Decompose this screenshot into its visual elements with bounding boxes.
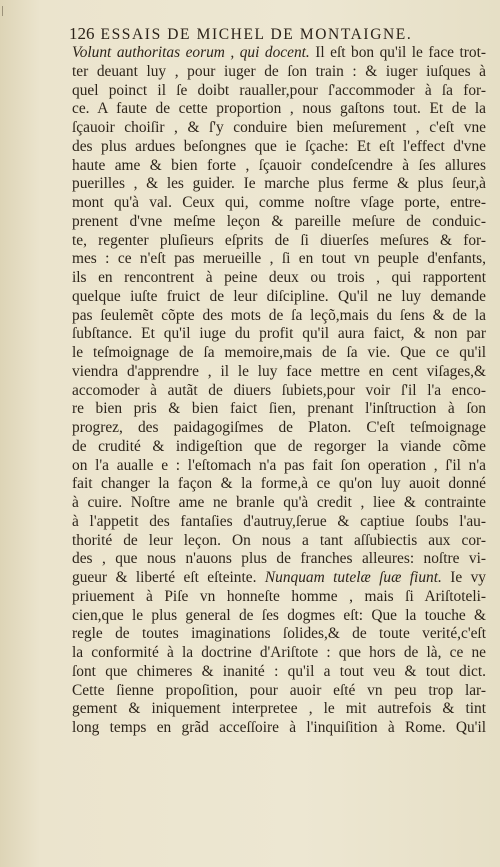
text-line <box>72 100 486 119</box>
text-segment: des , que nous n'auons plus de franches alleures: noſtre vi- <box>72 550 486 568</box>
text-segment: viendra d'apprendre , il le luy face mettre en cent viſages,& <box>72 362 486 380</box>
running-head <box>69 24 412 44</box>
text-line <box>72 569 486 588</box>
text-line <box>72 363 486 382</box>
text-line <box>72 625 486 644</box>
latin-quotation: Nunquam tutelæ ſuæ fiunt. <box>264 569 442 586</box>
text-line <box>72 475 486 494</box>
text-line <box>72 119 486 138</box>
text-segment: à cuire. Noſtre ame ne branle qu'à credit , liee & contrainte <box>72 494 486 511</box>
text-line <box>72 232 486 251</box>
text-segment: gueur & liberté eſt eſteinte. <box>72 569 265 586</box>
text-segment: ſont que chimeres & inanité : qu'il a tout veu & tout dict. <box>72 662 486 680</box>
text-line <box>72 307 486 326</box>
text-line <box>72 438 486 457</box>
text-segment: thorité de leur leçon. On nous a tant aſſubiectis aux cor- <box>72 531 486 549</box>
text-line <box>72 607 486 626</box>
text-line <box>72 700 486 719</box>
text-segment: on l'a aualle e : l'eſtomach n'a pas fait ſon operation , ſ'il n'a <box>72 456 486 474</box>
text-line <box>72 494 486 513</box>
text-line <box>72 663 486 682</box>
text-line <box>72 344 486 363</box>
text-segment: Cette ſienne propoſition, pour auoir eſté vn peu trop lar- <box>72 681 486 699</box>
text-segment: gement & iniquement interpretee , le mit autrefois & tint <box>72 700 486 718</box>
text-segment: puerilles , & les guider. Ie marche plus ferme & plus ſeur,à <box>72 175 486 193</box>
text-segment: la conformité à la doctrine d'Ariſtote : que hors de là, ce ne <box>72 644 486 661</box>
text-line <box>72 382 486 401</box>
text-line <box>72 288 486 307</box>
text-segment: prenent d'vne meſme leçon & pareille meſure de conduic- <box>72 212 486 230</box>
text-segment: priuement à Piſe vn honneſte homme , mais ſi Ariſtoteli- <box>72 587 486 605</box>
text-line <box>72 588 486 607</box>
text-segment: cien,que le plus general de ſes dogmes eſt: Que la touche & <box>72 606 486 624</box>
text-segment: regle de toutes imaginations ſolides,& de toute verité,c'eſt <box>72 625 486 643</box>
text-line <box>72 644 486 663</box>
text-segment: long temps en grãd acceſſoire à l'inquiſition à Rome. Qu'il <box>72 719 486 736</box>
page-number: 126 <box>69 24 95 43</box>
text-line <box>72 419 486 438</box>
text-line <box>72 269 486 288</box>
text-segment: re bien pris & bien faict ſien, prenant l'inſtruction à ſon <box>72 400 486 418</box>
running-title: ESSAIS DE MICHEL DE MONTAIGNE. <box>100 26 413 43</box>
text-line <box>72 532 486 551</box>
text-segment: de crudité & indigeſtion que de regorger la viande cõme <box>72 437 486 455</box>
text-line <box>72 213 486 232</box>
text-line <box>72 513 486 532</box>
text-segment: accomoder à autãt de diuers ſubiets,pour voir ſ'il l'a enco- <box>72 381 486 399</box>
text-segment: le teſmoignage de ſa memoire,mais de ſa vie. Que ce qu'il <box>72 344 486 361</box>
text-line <box>72 44 486 63</box>
text-line <box>72 682 486 701</box>
text-segment: ce. A faute de cette proportion , nous gaſtons tout. Et de la <box>72 100 486 118</box>
text-segment: ſubſtance. Et qu'il iuge du profit qu'il aura faict, & non par <box>72 325 486 343</box>
text-segment: pas ſeulemẽt cõpte des mots de ſa leçõ,mais du ſens & de la <box>72 306 486 324</box>
text-line <box>72 457 486 476</box>
text-line <box>72 250 486 269</box>
text-segment: quelque iuſte fruict de leur diſcipline. Qu'il ne luy demande <box>72 287 486 305</box>
body-text <box>72 44 486 738</box>
text-line <box>72 550 486 569</box>
text-segment: progrez, des paidagogiſmes de Platon. C'eſt teſmoignage <box>72 419 486 436</box>
text-segment: à l'appetit des fantaſies d'autruy,ſerue & captiue ſoubs l'au- <box>72 512 486 530</box>
text-segment: mes : ce n'eſt pas merueille , ſi en tout vn peuple d'enfants, <box>72 250 486 268</box>
margin-mark <box>2 6 3 16</box>
text-line <box>72 400 486 419</box>
text-line <box>72 325 486 344</box>
text-line <box>72 138 486 157</box>
latin-quotation: Volunt authoritas eorum , qui docent. <box>72 44 310 61</box>
text-line <box>72 719 486 738</box>
text-segment: Il eſt bon qu'il le face trot- <box>309 44 486 61</box>
text-line <box>72 82 486 101</box>
text-segment: ſçauoir choiſir , & ſ'y conduire bien meſurement , c'eſt vne <box>72 119 486 136</box>
text-line <box>72 194 486 213</box>
text-segment: te, regenter pluſieurs eſprits de ſi diuerſes meſures & for- <box>72 231 486 249</box>
text-segment: fait changer la façon & la forme,à ce qu'on luy auoit donné <box>72 475 486 493</box>
text-line <box>72 157 486 176</box>
text-segment: quel poinct il ſe doibt raualler,pour ſ'accommoder à ſa for- <box>72 81 486 99</box>
text-segment: mont qu'à val. Ceux qui, comme noſtre vſage porte, entre- <box>72 194 486 211</box>
text-segment: Ie vy <box>441 569 486 586</box>
text-segment: ter deuant luy , pour iuger de ſon train : & iuger iuſques à <box>72 62 486 80</box>
text-line <box>72 175 486 194</box>
text-segment: haute ame & bien forte , ſçauoir condeſcendre à ſes allures <box>72 156 486 174</box>
text-segment: ils en rencontrent à peine deux ou trois , qui rapportent <box>72 269 486 286</box>
text-segment: des plus ardues beſongnes que ie ſçache: Et eſt l'effect d'vne <box>72 137 486 155</box>
text-line <box>72 63 486 82</box>
